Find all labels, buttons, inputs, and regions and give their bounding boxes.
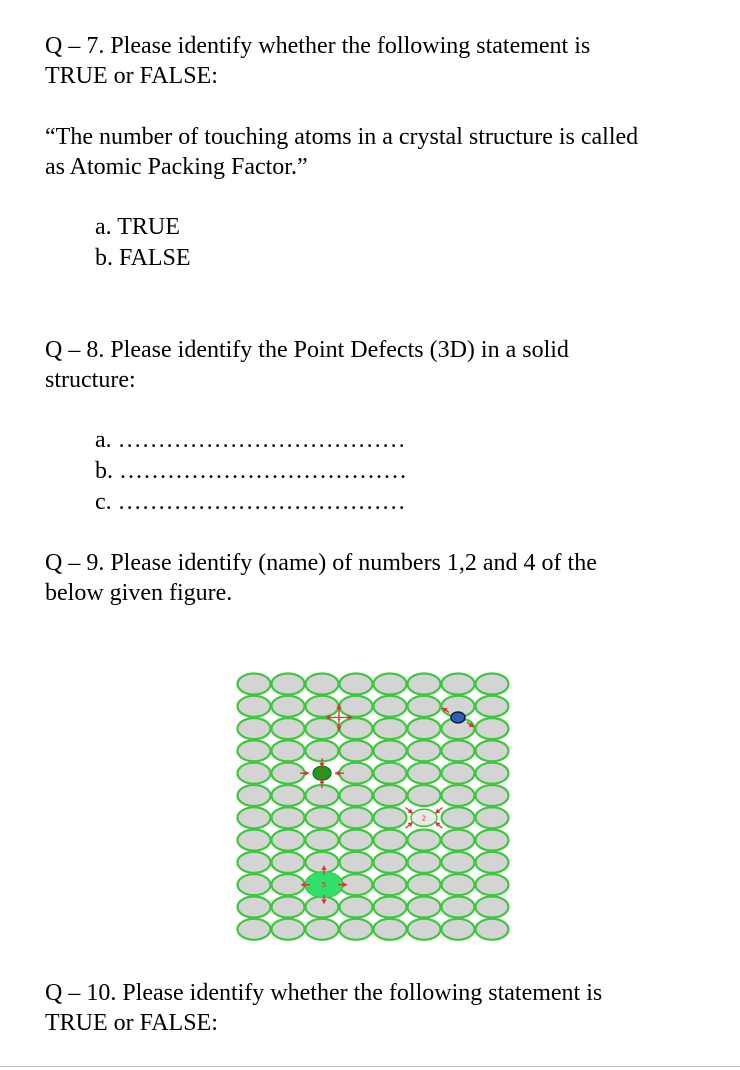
q8-heading (45, 335, 715, 395)
q7-statement-line1: “The number of touching atoms in a crystal structure is called (45, 124, 639, 150)
lattice-atom (442, 919, 475, 940)
lattice-atom (272, 830, 305, 851)
lattice-atom (442, 763, 475, 784)
lattice-atom (340, 763, 373, 784)
lattice-atom (272, 696, 305, 717)
q8-blank-a: a. ……………………………… (95, 427, 406, 453)
lattice-atom (374, 674, 407, 695)
q7-heading (45, 31, 715, 91)
lattice-atom (476, 807, 509, 828)
q10-heading (45, 978, 715, 1038)
defect-label: 3 (455, 713, 461, 722)
lattice-atom (374, 785, 407, 806)
lattice-atom (340, 674, 373, 695)
lattice-atom (272, 785, 305, 806)
lattice-atom (340, 740, 373, 761)
lattice-atom (306, 674, 339, 695)
lattice-atom (340, 718, 373, 739)
lattice-atom (476, 897, 509, 918)
lattice-atom (272, 740, 305, 761)
lattice-atom (442, 674, 475, 695)
lattice-atom (408, 785, 441, 806)
q7-heading-line1: Q – 7. Please identify whether the following statement is (45, 33, 591, 59)
lattice-atom (272, 897, 305, 918)
lattice-atom (272, 852, 305, 873)
arrow-head (335, 771, 339, 776)
lattice-atom (340, 696, 373, 717)
lattice-atom (238, 674, 271, 695)
lattice-atom (442, 830, 475, 851)
lattice-atom (340, 830, 373, 851)
lattice-atom (340, 852, 373, 873)
lattice-atom (306, 919, 339, 940)
lattice-atom (408, 919, 441, 940)
lattice-atom (408, 874, 441, 895)
q7-statement-line2: as Atomic Packing Factor.” (45, 154, 308, 180)
defect-label: 4 (319, 769, 325, 778)
lattice-atom (442, 807, 475, 828)
lattice-atom (374, 874, 407, 895)
lattice-atom (408, 852, 441, 873)
lattice-atom (306, 807, 339, 828)
q7-option-a: a. TRUE (95, 214, 180, 240)
q7-heading-line2: TRUE or FALSE: (45, 63, 218, 89)
lattice-atom (272, 674, 305, 695)
q8-heading-line1: Q – 8. Please identify the Point Defects (3D) in a solid (45, 337, 569, 363)
lattice-atom (476, 874, 509, 895)
lattice-atom (238, 830, 271, 851)
lattice-atom (374, 807, 407, 828)
lattice-atom (408, 740, 441, 761)
lattice-atom (306, 830, 339, 851)
q8-heading-line2: structure: (45, 367, 136, 393)
lattice-atom (272, 919, 305, 940)
lattice-atom (374, 897, 407, 918)
arrow-head (305, 771, 309, 776)
lattice-atom (272, 763, 305, 784)
lattice-atom (374, 718, 407, 739)
q9-heading-line1: Q – 9. Please identify (name) of numbers 1,2 and 4 of the (45, 550, 597, 576)
lattice-atom (408, 830, 441, 851)
lattice-atom (476, 919, 509, 940)
lattice-atom (408, 674, 441, 695)
lattice-atom (340, 897, 373, 918)
lattice-atom (272, 807, 305, 828)
lattice-atom (374, 763, 407, 784)
lattice-atom (476, 674, 509, 695)
lattice-atom (306, 696, 339, 717)
lattice-atom (238, 785, 271, 806)
lattice-atom (340, 919, 373, 940)
lattice-atom (306, 718, 339, 739)
lattice-atom (442, 852, 475, 873)
lattice-atom (408, 718, 441, 739)
q10-heading-line2: TRUE or FALSE: (45, 1010, 218, 1036)
lattice-atom (442, 897, 475, 918)
page-bottom-rule (0, 1066, 740, 1067)
point-defects-figure (234, 664, 524, 944)
lattice-atom (476, 830, 509, 851)
q9-heading (45, 548, 715, 608)
lattice-atom (272, 874, 305, 895)
lattice-atom (374, 919, 407, 940)
lattice-atom (340, 785, 373, 806)
lattice-atom (374, 696, 407, 717)
lattice-atom (476, 718, 509, 739)
defect-label: 5 (321, 881, 327, 890)
lattice-atom (442, 874, 475, 895)
lattice-atom (340, 807, 373, 828)
lattice-atom (374, 830, 407, 851)
lattice-atom (408, 897, 441, 918)
lattice-atom (238, 807, 271, 828)
q8-blank-b: b. ……………………………… (95, 458, 407, 484)
lattice-atom (442, 785, 475, 806)
lattice-atom (238, 852, 271, 873)
lattice-atom (238, 696, 271, 717)
lattice-atom (374, 852, 407, 873)
lattice-atom (408, 763, 441, 784)
lattice-atom (238, 897, 271, 918)
lattice-atom (476, 696, 509, 717)
q10-heading-line1: Q – 10. Please identify whether the following statement is (45, 980, 603, 1006)
lattice-atom (476, 852, 509, 873)
lattice-atom (238, 874, 271, 895)
q8-blank-c: c. ……………………………… (95, 489, 406, 515)
lattice-atom (476, 763, 509, 784)
q7-statement (45, 122, 715, 182)
lattice-atom (442, 740, 475, 761)
defect-label: 2 (421, 814, 427, 823)
defect-label: 1 (336, 713, 342, 722)
lattice-atom (238, 763, 271, 784)
lattice-atom (476, 785, 509, 806)
lattice-atom (238, 740, 271, 761)
lattice-atom (238, 919, 271, 940)
q7-option-b: b. FALSE (95, 245, 191, 271)
lattice-atom (476, 740, 509, 761)
lattice-atom (408, 696, 441, 717)
q9-heading-line2: below given figure. (45, 580, 233, 606)
lattice-atom (272, 718, 305, 739)
atom-lattice (238, 674, 509, 940)
lattice-atom (238, 718, 271, 739)
lattice-atom (374, 740, 407, 761)
